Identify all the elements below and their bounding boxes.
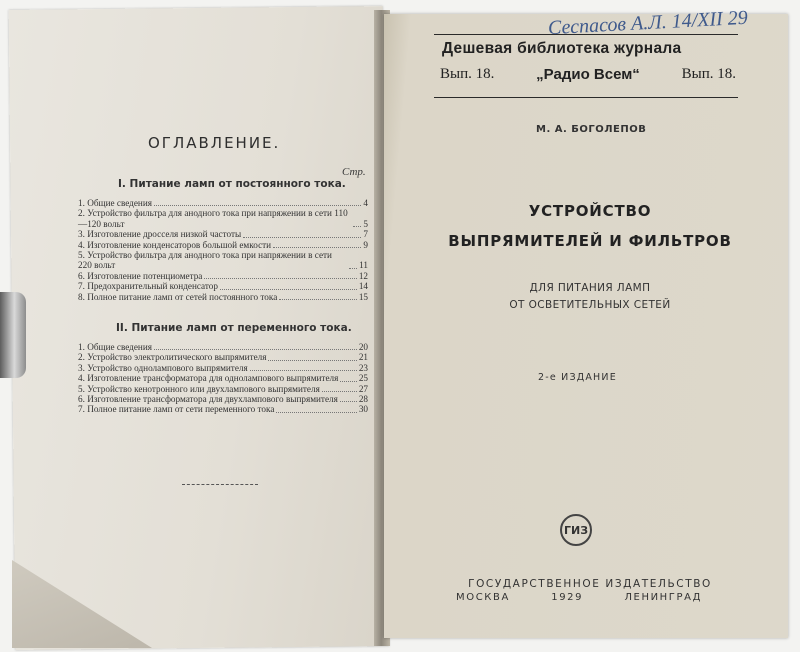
- toc-entry-text: 8. Полное питание ламп от сетей постоянного тока: [78, 291, 278, 302]
- section-2-title: II. Питание ламп от переменного тока.: [116, 322, 352, 334]
- publisher: ГОСУДАРСТВЕННОЕ ИЗДАТЕЛЬСТВО: [468, 578, 712, 590]
- toc-entry-text: 3. Изготовление дросселя низкой частоты: [78, 229, 242, 240]
- toc-entry: [78, 373, 368, 383]
- page-column-label: Стр.: [342, 166, 366, 178]
- section-2-entries: [78, 342, 368, 415]
- toc-entry: [78, 342, 368, 352]
- toc-entry: [78, 198, 368, 208]
- dot-leader: [349, 268, 357, 269]
- dot-leader: [273, 247, 361, 248]
- dot-leader: [243, 237, 361, 238]
- dot-leader: [220, 289, 357, 290]
- toc-entry: [78, 404, 368, 414]
- toc-entry: [78, 208, 368, 229]
- toc-entry-page: 14: [358, 281, 368, 292]
- dot-leader: [340, 401, 357, 402]
- issue-left: Вып. 18.: [440, 66, 495, 82]
- toc-entry-page: 30: [358, 404, 368, 415]
- toc-entry: [78, 292, 368, 302]
- toc-entry-page: 15: [358, 291, 368, 302]
- dot-leader: [250, 370, 357, 371]
- toc-entry: [78, 363, 368, 373]
- toc-entry: [78, 250, 368, 271]
- toc-entry-page: 7: [363, 229, 368, 240]
- edition: 2-е ИЗДАНИЕ: [538, 372, 617, 383]
- city-left: МОСКВА: [456, 592, 510, 603]
- toc-title: ОГЛАВЛЕНИЕ.: [148, 134, 281, 152]
- toc-entry-text: 4. Изготовление конденсаторов большой емкости: [78, 239, 272, 250]
- dot-leader: [154, 205, 361, 206]
- toc-entry-text: 6. Изготовление трансформатора для двухлампового выпрямителя: [78, 394, 338, 405]
- toc-entry: [78, 229, 368, 239]
- toc-entry-text: 5. Устройство кенотронного или двухлампового выпрямителя: [78, 383, 320, 394]
- subtitle-line-1: ДЛЯ ПИТАНИЯ ЛАМП: [529, 282, 651, 294]
- year: 1929: [551, 592, 584, 603]
- dot-leader: [340, 381, 356, 382]
- issue-right: Вып. 18.: [681, 66, 736, 82]
- imprint-row: [456, 592, 702, 603]
- toc-entry: [78, 240, 368, 250]
- dot-leader: [154, 349, 357, 350]
- handwritten-note: Сеспасов А.Л. 14/XII 29: [547, 6, 749, 40]
- right-page: [384, 14, 788, 638]
- toc-entry: [78, 281, 368, 291]
- author: М. А. БОГОЛЕПОВ: [536, 124, 647, 135]
- series-title: Дешевая библиотека журнала: [442, 40, 682, 57]
- journal-name: „Радио Всем“: [536, 66, 640, 83]
- issue-row: [440, 66, 736, 83]
- toc-entry: [78, 271, 368, 281]
- toc-entry-text: 2. Устройство электролитического выпрямителя: [78, 352, 267, 363]
- dot-leader: [276, 412, 356, 413]
- toc-entry-text: 7. Предохранительный конденсатор: [78, 281, 218, 292]
- dot-leader: [279, 299, 357, 300]
- toc-entry-page: 4: [363, 198, 368, 208]
- city-right: ЛЕНИНГРАД: [624, 592, 702, 603]
- toc-entry: [78, 352, 368, 362]
- toc-entry-page: 23: [358, 362, 368, 373]
- title-line-2: ВЫПРЯМИТЕЛЕЙ И ФИЛЬТРОВ: [448, 232, 732, 250]
- toc-entry-page: 28: [358, 394, 368, 405]
- dot-leader: [322, 391, 357, 392]
- toc-entry-text: 2. Устройство фильтра для анодного тока при напряжении в сети 110—120 вольт: [78, 208, 348, 229]
- toc-entry-text: 1. Общие сведения: [78, 198, 152, 208]
- toc-entry-text: 4. Изготовление трансформатора для однолампового выпрямителя: [78, 373, 339, 384]
- toc-entry-page: 5: [363, 218, 368, 229]
- title-line-1: УСТРОЙСТВО: [528, 202, 652, 220]
- toc-entry-page: 9: [363, 239, 368, 250]
- toc-entry-text: 5. Устройство фильтра для анодного тока при напряжении в сети 220 вольт: [78, 250, 332, 271]
- dot-leader: [204, 278, 356, 279]
- toc-divider: [182, 484, 258, 485]
- dot-leader: [353, 226, 361, 227]
- toc-entry: [78, 394, 368, 404]
- section-1-entries: [78, 198, 368, 302]
- publisher-logo-icon: ГИЗ: [560, 514, 592, 546]
- dot-leader: [268, 360, 356, 361]
- toc-entry-page: 25: [358, 373, 368, 384]
- toc-entry-page: 21: [358, 352, 368, 363]
- section-1-title: I. Питание ламп от постоянного тока.: [118, 178, 346, 190]
- toc-entry-text: 1. Общие сведения: [78, 342, 152, 352]
- toc-entry-text: 7. Полное питание ламп от сети переменного тока: [78, 404, 275, 415]
- binding-clip: [0, 292, 26, 378]
- toc-entry-text: 3. Устройство однолампового выпрямителя: [78, 362, 248, 373]
- toc-entry-page: 27: [358, 383, 368, 394]
- toc-entry-page: 20: [358, 342, 368, 352]
- subtitle-line-2: ОТ ОСВЕТИТЕЛЬНЫХ СЕТЕЙ: [509, 299, 671, 311]
- toc-entry-page: 12: [358, 270, 368, 281]
- toc-entry: [78, 384, 368, 394]
- toc-entry-page: 11: [359, 260, 368, 271]
- toc-entry-text: 6. Изготовление потенциометра: [78, 270, 203, 281]
